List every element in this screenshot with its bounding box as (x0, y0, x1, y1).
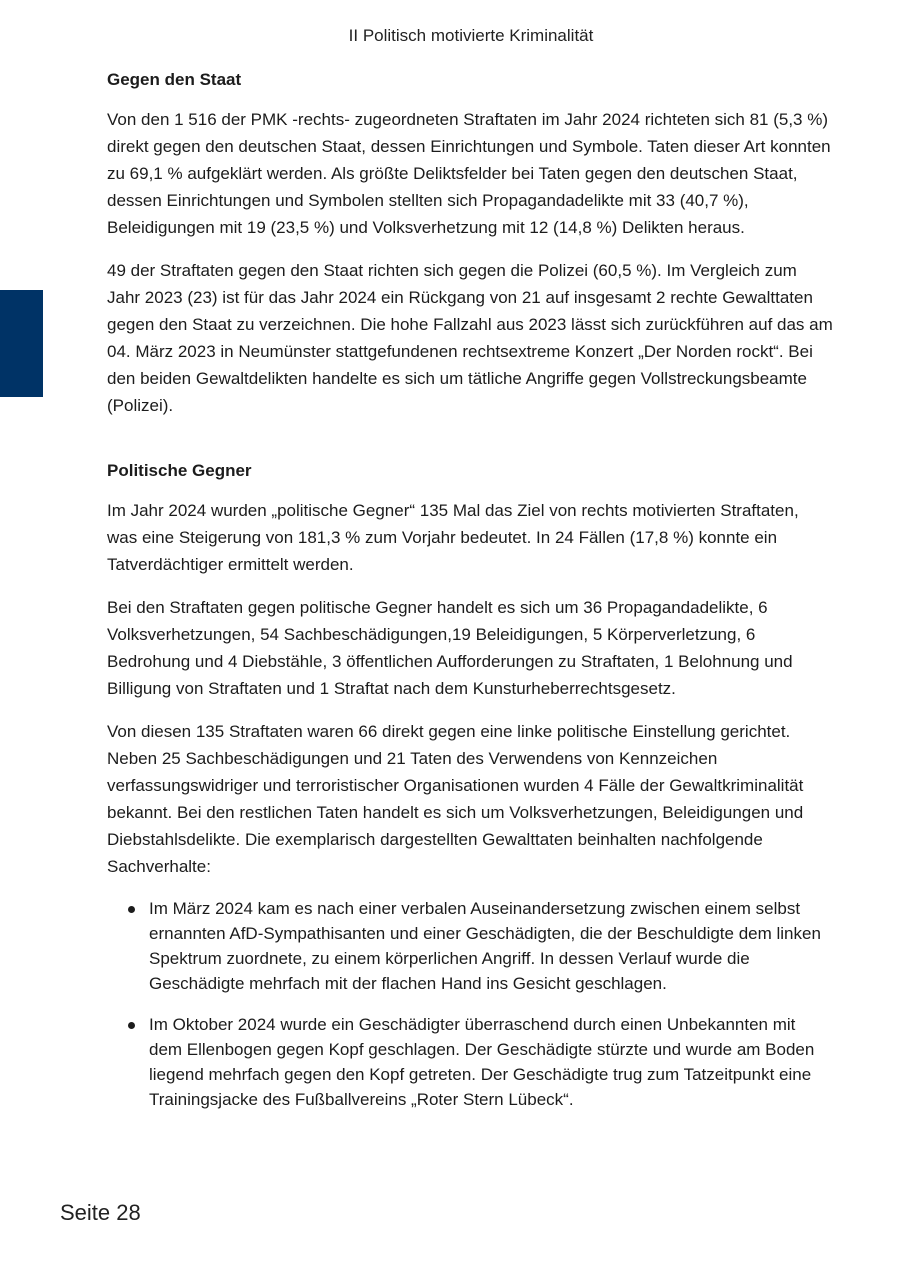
paragraph: Von diesen 135 Straftaten waren 66 direkt gegen eine linke politische Einstellung gerichtet. Neben 25 Sachbeschädigungen und 21 Taten des Verwendens von Kennzeichen verfassungswidriger und terroristischer Organisationen wurden 4 Fälle der Gewaltkriminalität bekannt. Bei den restlichen Taten handelt es sich um Volksverhetzungen, Beleidigungen und Diebstahlsdelikte. Die exemplarisch dargestellten Gewalttaten beinhalten nachfolgende Sachverhalte: (107, 722, 804, 876)
paragraph: Im Jahr 2024 wurden „politische Gegner“ 135 Mal das Ziel von rechts motivierten Straftaten, was eine Steigerung von 181,3 % zum Vorjahr bedeutet. In 24 Fällen (17,8 %) konnte ein Tatverdächtiger ermittelt werden. (107, 501, 799, 574)
page-content (107, 68, 833, 1128)
chapter-marker-tab (0, 290, 43, 397)
paragraph: Von den 1 516 der PMK -rechts- zugeordneten Straftaten im Jahr 2024 richteten sich 81 (5,3 %) direkt gegen den deutschen Staat, dessen Einrichtungen und Symbole. Taten dieser Art konnten zu 69,1 % aufgeklärt werden. Als größte Deliktsfelder bei Taten gegen den deutschen Staat, dessen Einrichtungen und Symbolen stellten sich Propagandadelikte mit 33 (40,7 %), Beleidigungen mit 19 (23,5 %) und Volksverhetzung mit 12 (14,8 %) Delikten heraus. (107, 110, 831, 237)
paragraph: Bei den Straftaten gegen politische Gegner handelt es sich um 36 Propagandadelikte, 6 Volksverhetzungen, 54 Sachbeschädigungen,19 Beleidigungen, 5 Körperverletzung, 6 Bedrohung und 4 Diebstähle, 3 öffentlichen Aufforderungen zu Straftaten, 1 Belohnung und Billigung von Straftaten und 1 Straftat nach dem Kunsturheberrechtsgesetz. (107, 598, 793, 698)
bullet-list (107, 896, 833, 1112)
bullet-icon (128, 1022, 135, 1029)
section-heading-staat: Gegen den Staat (107, 70, 242, 89)
bullet-icon (128, 906, 135, 913)
list-item (107, 1012, 833, 1112)
list-item-text: Im März 2024 kam es nach einer verbalen Auseinandersetzung zwischen einem selbst ernannten AfD-Sympathisanten und einer Geschädigten, die der Beschuldigte dem linken Spektrum zuordnete, zu einem körperlichen Angriff. In dessen Verlauf wurde die Geschädigte mehrfach mit der flachen Hand ins Gesicht geschlagen. (149, 899, 821, 993)
list-item-text: Im Oktober 2024 wurde ein Geschädigter überraschend durch einen Unbekannten mit dem Ellenbogen gegen Kopf geschlagen. Der Geschädigte stürzte und wurde am Boden liegend mehrfach gegen den Kopf getreten. Der Geschädigte trug zum Tatzeitpunkt eine Trainingsjacke des Fußballvereins „Roter Stern Lübeck“. (149, 1015, 815, 1109)
list-item (107, 896, 833, 996)
section-heading-politische-gegner: Politische Gegner (107, 461, 252, 480)
page-number: Seite 28 (60, 1200, 141, 1225)
running-header-title: II Politisch motivierte Kriminalität (348, 26, 594, 45)
paragraph: 49 der Straftaten gegen den Staat richten sich gegen die Polizei (60,5 %). Im Vergleich zum Jahr 2023 (23) ist für das Jahr 2024 ein Rückgang von 21 auf insgesamt 2 rechte Gewalttaten gegen den Staat zu verzeichnen. Die hohe Fallzahl aus 2023 lässt sich zurückführen auf das am 04. März 2023 in Neumünster stattgefundenen rechtsextreme Konzert „Der Norden rockt“. Bei den beiden Gewaltdelikten handelte es sich um tätliche Angriffe gegen Vollstreckungsbeamte (Polizei). (107, 261, 833, 415)
